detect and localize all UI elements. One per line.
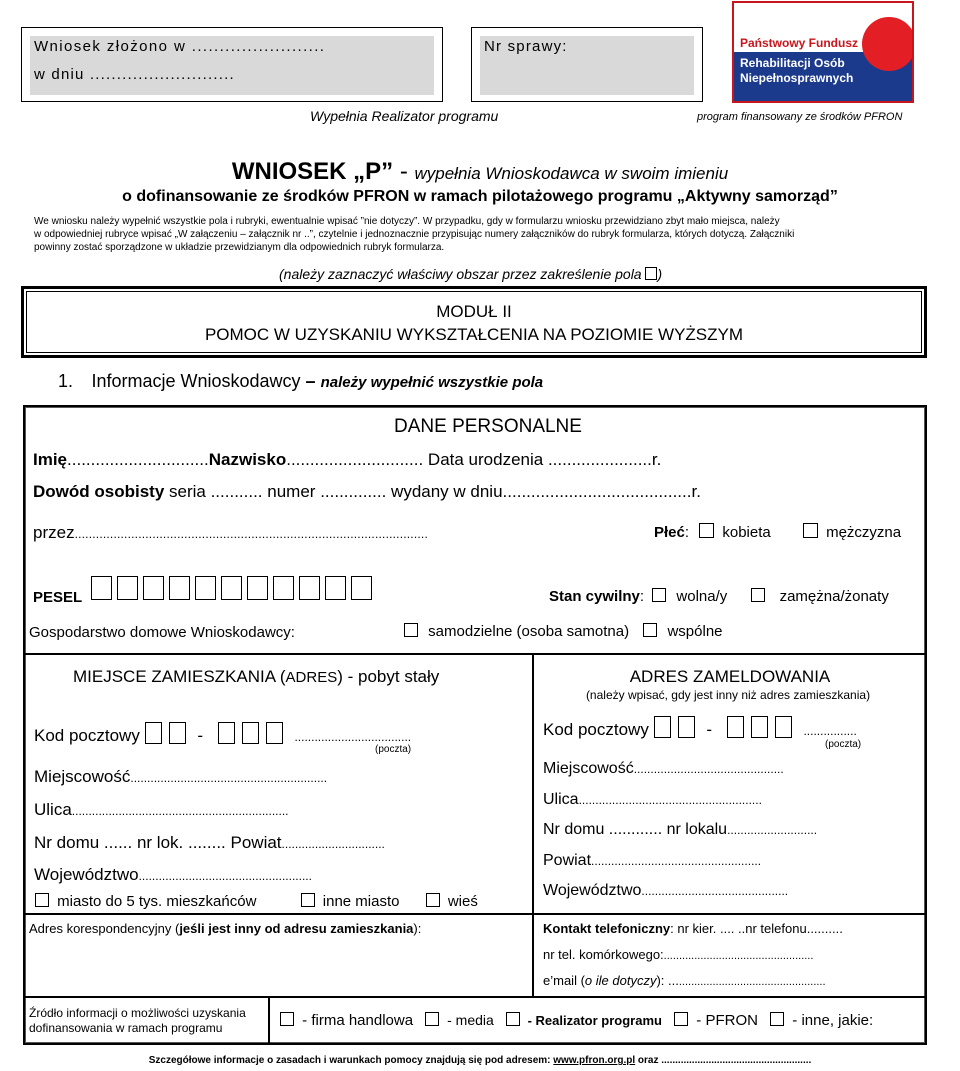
pesel-box[interactable]	[117, 576, 138, 600]
email-label-end: ): ...	[656, 973, 679, 988]
logo-line2: Rehabilitacji Osób	[740, 56, 845, 70]
residence-locality-row	[35, 893, 478, 910]
postal-digit-box[interactable]	[727, 716, 744, 738]
registration-voivodeship-row	[543, 882, 788, 900]
financed-note: program finansowany ze środków PFRON	[697, 111, 903, 123]
residence-city-field[interactable]: ...........................................................	[130, 771, 328, 785]
postal-digit-box[interactable]	[751, 716, 768, 738]
household-shared-label: wspólne	[667, 623, 723, 640]
residence-postal-row	[34, 722, 411, 746]
registration-county-field[interactable]: ...................................................	[591, 854, 762, 868]
source-other-label: - inne, jakie:	[788, 1012, 874, 1029]
separator-source-label	[268, 996, 270, 1045]
separator-source	[23, 996, 927, 998]
logo-line1: Państwowy Fundusz	[740, 36, 859, 50]
postal-digit-box[interactable]	[654, 716, 671, 738]
postal-dash: -	[197, 726, 203, 745]
registration-county-label: Powiat	[543, 852, 592, 869]
postal-digit-box[interactable]	[266, 722, 283, 744]
instructions	[34, 215, 914, 254]
residence-voivodeship-field[interactable]: ....................................................	[138, 869, 312, 883]
id-card-label: Dowód osobisty	[33, 482, 165, 501]
residence-city-row	[34, 767, 327, 787]
separator-correspondence	[23, 913, 927, 915]
postal-digit-box[interactable]	[169, 722, 186, 744]
registration-house-row	[543, 821, 817, 839]
mobile-field[interactable]: .................................................	[663, 950, 814, 962]
source-company-label: - firma handlowa	[298, 1012, 414, 1029]
mobile-row[interactable]	[543, 947, 813, 962]
correspondence-label-bold: jeśli jest inny od adresu zamieszkania	[179, 921, 414, 936]
single-label: wolna/y	[676, 588, 728, 605]
correspondence-label: Adres korespondencyjny (	[29, 921, 180, 936]
pesel-box[interactable]	[195, 576, 216, 600]
id-series-field[interactable]: ...........	[210, 482, 263, 501]
name-row[interactable]	[33, 450, 661, 470]
registration-postal-boxes[interactable]	[654, 720, 804, 739]
phone-label: Kontakt telefoniczny	[543, 921, 671, 936]
submission-box	[21, 27, 443, 102]
source-label	[29, 1006, 246, 1036]
footer-note	[0, 1055, 960, 1066]
pesel-box[interactable]	[169, 576, 190, 600]
registration-street-row	[543, 791, 762, 809]
logo-line3: Niepełnosprawnych	[740, 71, 854, 85]
source-realizer-checkbox[interactable]	[506, 1012, 520, 1026]
residence-voivodeship-label: Województwo	[34, 865, 139, 884]
id-issued-suffix: r.	[691, 482, 701, 501]
correspondence-row[interactable]	[29, 921, 421, 936]
town-small-checkbox[interactable]	[35, 893, 49, 907]
id-row[interactable]	[33, 482, 701, 502]
email-label-italic: o ile dotyczy	[584, 973, 657, 988]
instructions-line1: We wniosku należy wypełnić wszystkie pola i rubryki, ewentualnie wpisać ”nie dotyczy”. W przypadku, gdy w formularzu wniosku przewidziano zbyt mało miejsca, należy	[34, 216, 780, 227]
footer-tail: oraz ......................................................	[635, 1055, 812, 1066]
section-subtitle: należy wypełnić wszystkie pola	[320, 374, 544, 391]
email-label: e’mail (	[543, 973, 585, 988]
form-title	[0, 158, 960, 186]
marital-row	[549, 588, 889, 605]
instructions-line3: powinny zostać sporządzone w układzie przewidzianym dla odpowiednich rubryk formularza.	[34, 242, 445, 253]
separator-columns	[532, 653, 534, 996]
birth-date-field[interactable]: ......................	[547, 450, 652, 469]
birth-date-suffix: r.	[651, 450, 662, 469]
pesel-box[interactable]	[143, 576, 164, 600]
registration-city-label: Miejscowość	[543, 760, 634, 777]
footer-text: Szczegółowe informacje o zasadach i warunkach pomocy znajdują się pod adresem:	[148, 1055, 554, 1066]
pesel-box[interactable]	[273, 576, 294, 600]
module-line1: MODUŁ II	[436, 302, 512, 321]
registration-street-label: Ulica	[543, 791, 579, 808]
married-checkbox[interactable]	[751, 588, 765, 602]
residence-header-a: MIEJSCE ZAMIESZKANIA (	[73, 667, 286, 686]
email-row[interactable]	[543, 973, 826, 988]
residence-header	[73, 667, 439, 687]
residence-house-row	[34, 833, 385, 853]
residence-city-label: Miejscowość	[34, 767, 131, 786]
case-number-box	[471, 27, 703, 102]
source-pfron-label: - PFRON	[692, 1012, 758, 1029]
phone-row[interactable]	[543, 921, 843, 936]
residence-county-field[interactable]: ...............................	[281, 837, 385, 851]
marital-colon: :	[639, 588, 645, 605]
registration-header: ADRES ZAMELDOWANIA	[629, 667, 831, 686]
residence-street-label: Ulica	[34, 800, 72, 819]
postal-digit-box[interactable]	[242, 722, 259, 744]
registration-city-field[interactable]: .............................................	[633, 762, 784, 776]
male-checkbox[interactable]	[803, 523, 818, 538]
date-label: w dniu ...........................	[34, 66, 235, 83]
residence-street-row	[34, 800, 289, 820]
pfron-logo	[732, 1, 914, 103]
postal-digit-box[interactable]	[218, 722, 235, 744]
registration-post-office-field[interactable]: ................	[803, 724, 857, 738]
source-realizer-label: - Realizator programu	[523, 1013, 662, 1028]
single-checkbox[interactable]	[652, 588, 666, 602]
form-subtitle: o dofinansowanie ze środków PFRON w ramach pilotażowego programu „Aktywny samorząd”	[122, 188, 838, 205]
form-title-main: WNIOSEK „P”	[231, 158, 394, 185]
footer-link[interactable]: www.pfron.org.pl	[553, 1055, 636, 1066]
phone-fields[interactable]: : nr kier. .... ..nr telefonu	[670, 921, 807, 936]
household-label: Gospodarstwo domowe Wnioskodawcy:	[29, 624, 295, 641]
separator-residence	[23, 653, 927, 655]
sex-colon: :	[684, 524, 690, 541]
town-other-checkbox[interactable]	[301, 893, 315, 907]
section-dash: –	[300, 371, 321, 391]
issuer-field[interactable]: ....................................................................................................	[74, 527, 428, 541]
household-shared-checkbox[interactable]	[643, 623, 657, 637]
id-series-label: seria	[164, 482, 211, 501]
module-box	[21, 286, 927, 358]
first-name-field[interactable]: ..............................	[67, 450, 209, 469]
mark-note	[279, 266, 662, 282]
module-line2: POMOC W UZYSKANIU WYKSZTAŁCENIA NA POZIOMIE WYŻSZYM	[204, 325, 744, 344]
male-label: mężczyzna	[826, 524, 902, 541]
email-field[interactable]: ................................................	[678, 976, 826, 988]
registration-county-row	[543, 852, 761, 870]
source-pfron-checkbox[interactable]	[674, 1012, 688, 1026]
residence-street-field[interactable]: .................................................................	[71, 804, 289, 818]
postal-digit-box[interactable]	[775, 716, 792, 738]
surname-label: Nazwisko	[208, 450, 287, 469]
residence-post-office-field[interactable]: ...................................	[294, 730, 412, 744]
section-title: Informacje Wnioskodawcy	[91, 371, 301, 391]
registration-post-office-caption: (poczta)	[825, 739, 862, 750]
pesel-box[interactable]	[325, 576, 346, 600]
pesel-box[interactable]	[247, 576, 268, 600]
sex-label: Płeć	[654, 524, 685, 541]
submitted-label: Wniosek złożono w ........................	[34, 38, 326, 55]
registration-flat-field[interactable]: ...........................	[727, 823, 818, 837]
first-name-label: Imię	[33, 450, 68, 469]
residence-house-label[interactable]: Nr domu ...... nr lok. ........ Powiat	[34, 833, 282, 852]
phone-dots[interactable]: ..........	[806, 921, 843, 936]
source-media-label: - media	[443, 1012, 494, 1028]
residence-postal-boxes[interactable]	[145, 726, 295, 745]
personal-header: DANE PERSONALNE	[394, 416, 582, 437]
registration-voivodeship-field[interactable]: ............................................	[641, 884, 789, 898]
registration-voivodeship-label: Województwo	[543, 882, 642, 899]
postal-digit-box[interactable]	[145, 722, 162, 744]
town-other-label: inne miasto	[322, 893, 400, 910]
household-alone-label: samodzielne (osoba samotna)	[428, 623, 630, 640]
issuer-row	[33, 523, 428, 543]
village-checkbox[interactable]	[426, 893, 440, 907]
postal-dash: -	[706, 720, 712, 739]
married-label: zamężna/żonaty	[779, 588, 889, 605]
issuer-label: przez	[33, 523, 75, 542]
residence-header-c: ) - pobyt stały	[337, 667, 440, 686]
section-heading	[58, 371, 543, 392]
mark-note-end: )	[657, 266, 663, 282]
mobile-label: nr tel. komórkowego:	[543, 947, 664, 962]
pesel-box[interactable]	[299, 576, 320, 600]
pesel-label: PESEL	[33, 589, 83, 606]
village-label: wieś	[447, 893, 478, 910]
instructions-line2: w odpowiedniej rubryce wpisać „W załączeniu – załącznik nr ..”, czytelnie i jednoznacznie przypisując numery załączników do rubryk formularza, których dotyczą. Załączniki	[34, 229, 795, 240]
residence-postal-label: Kod pocztowy	[34, 726, 140, 745]
sex-row	[654, 523, 901, 541]
source-label-line1: Źródło informacji o możliwości uzyskania	[29, 1006, 246, 1020]
sample-checkbox-icon	[645, 267, 657, 280]
id-issued-field[interactable]: ........................................	[502, 482, 692, 501]
id-number-label: numer	[262, 482, 321, 501]
pesel-box[interactable]	[91, 576, 112, 600]
registration-postal-row	[543, 716, 857, 740]
female-label: kobieta	[722, 524, 771, 541]
pesel-boxes[interactable]	[91, 583, 377, 600]
filled-by-note: Wypełnia Realizator programu	[310, 108, 499, 124]
id-number-field[interactable]: ..............	[320, 482, 387, 501]
source-company-checkbox[interactable]	[280, 1012, 294, 1026]
birth-date-label: Data urodzenia	[423, 450, 548, 469]
case-label: Nr sprawy:	[484, 38, 568, 55]
residence-header-b: ADRES	[285, 669, 338, 686]
registration-house-label[interactable]: Nr domu ............ nr lokalu	[543, 821, 728, 838]
registration-street-field[interactable]: .......................................................	[578, 793, 762, 807]
residence-voivodeship-row	[34, 865, 312, 885]
household-options	[404, 623, 723, 640]
postal-digit-box[interactable]	[678, 716, 695, 738]
pesel-box[interactable]	[351, 576, 372, 600]
registration-note: (należy wpisać, gdy jest inny niż adres zamieszkania)	[585, 688, 871, 702]
residence-post-office-caption: (poczta)	[375, 744, 412, 755]
source-label-line2: dofinansowania w ramach programu	[29, 1021, 223, 1035]
household-alone-checkbox[interactable]	[404, 623, 418, 637]
form-title-dash: -	[393, 158, 415, 185]
id-issued-label: wydany w dniu	[386, 482, 503, 501]
source-media-checkbox[interactable]	[425, 1012, 439, 1026]
registration-city-row	[543, 760, 784, 778]
source-other-checkbox[interactable]	[770, 1012, 784, 1026]
pesel-box[interactable]	[221, 576, 242, 600]
registration-postal-label: Kod pocztowy	[543, 720, 649, 739]
pesel-row	[33, 576, 377, 606]
logo-red-circle	[862, 17, 914, 71]
female-checkbox[interactable]	[699, 523, 714, 538]
town-small-label: miasto do 5 tys. mieszkańców	[57, 893, 257, 910]
source-options	[280, 1012, 873, 1029]
correspondence-label-end: ):	[413, 921, 422, 936]
mark-note-text: (należy zaznaczyć właściwy obszar przez zakreślenie pola	[279, 266, 646, 282]
surname-field[interactable]: .............................	[286, 450, 424, 469]
form-title-tail: wypełnia Wnioskodawca w swoim imieniu	[414, 164, 729, 183]
section-number: 1.	[58, 371, 74, 391]
marital-label: Stan cywilny	[549, 588, 640, 605]
